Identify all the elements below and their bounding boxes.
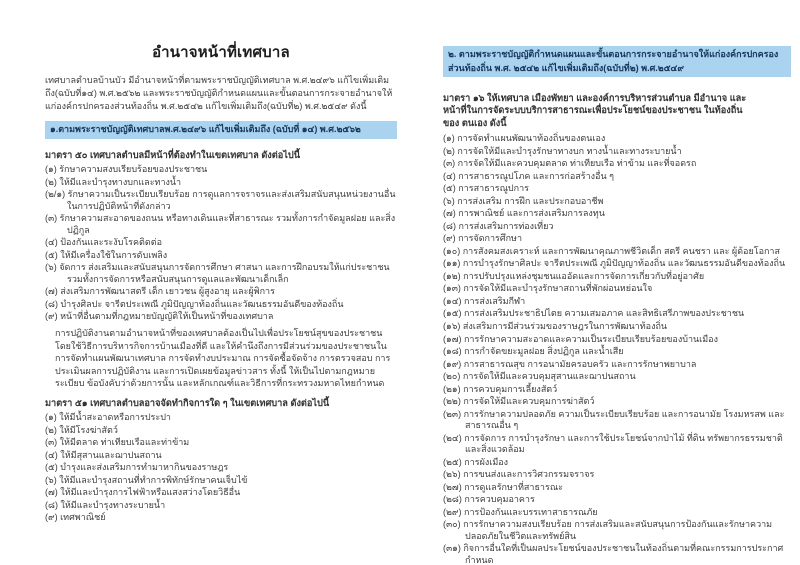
list-item: (๒๘) การควบคุมอาคาร: [443, 494, 535, 505]
list-item: (๑๗) การรักษาความสะอาดและความเป็นระเบียบเรียบร้อยของบ้านเมือง: [443, 333, 718, 344]
list-item: (๗) ส่งเสริมการพัฒนาสตรี เด็ก เยาวชน ผู้สูงอายุ และผู้พิการ: [45, 286, 275, 297]
list-item: (๑๖) ส่งเสริมการมีส่วนร่วมของราษฎรในการพัฒนาท้องถิ่น: [443, 321, 668, 331]
section-16-heading: มาตรา ๑๖ ให้เทศบาล เมืองพัทยา และองค์การบริหารส่วนตำบล มีอำนาจ และหน้าที่ในการจัดระบบบริการสาธารณะเพื่อประโยชน์ของประชาชน ในท้องถิ่นของ ตนเอง ดังนี้: [443, 93, 747, 128]
list-item: (๕) ให้มีเครื่องใช้ในการดับเพลิง: [45, 249, 168, 260]
section-16-item-list: [443, 133, 791, 565]
list-item: (๔) ให้มีสุสานและฌาปนสถาน: [45, 449, 162, 460]
list-item: (๕) การสาธารณูปการ: [443, 183, 529, 194]
list-item: (๒) ให้มีโรงฆ่าสัตว์: [45, 424, 118, 435]
list-item: (๙) เทศพาณิชย์: [45, 512, 106, 523]
list-item: (๗) การพาณิชย์ และการส่งเสริมการลงทุน: [443, 208, 605, 219]
list-item: (๓๐) การรักษาความสงบเรียบร้อย การส่งเสริมและสนับสนุนการป้องกันและรักษาความ ปลอดภัยในชีวิตและทรัพย์สิน: [443, 519, 773, 541]
list-item: (๒๙) การป้องกันและบรรเทาสาธารณภัย: [443, 506, 598, 517]
list-item: (๕) บำรุงและส่งเสริมการทำมาหากินของราษฎร: [45, 462, 229, 473]
section-51-heading: มาตรา ๕๑ เทศบาลตำบลอาจจัดทำกิจการใด ๆ ในเขตเทศบาล ดังต่อไปนี้: [45, 397, 330, 408]
list-item: (๑๔) การส่งเสริมกีฬา: [443, 295, 526, 306]
list-item: (๒) ให้มีและบำรุงทางบกและทางน้ำ: [45, 176, 182, 187]
list-item: (๑๕) การส่งเสริมประชาธิปไตย ความเสมอภาค และสิทธิเสรีภาพของประชาชน: [443, 308, 745, 319]
list-item: (๓) รักษาความสะอาดของถนน หรือทางเดินและที่สาธารณะ รวมทั้งการกำจัดมูลฝอย และสิ่งปฏิกูล: [45, 213, 396, 235]
list-item: (๘) การส่งเสริมการท่องเที่ยว: [443, 220, 554, 231]
list-item: (๗) ให้มีและบำรุงการไฟฟ้าหรือแสงสว่างโดยวิธีอื่น: [45, 487, 241, 498]
act-1-highlight-heading: ๑.ตามพระราชบัญญัติเทศบาลพ.ศ.๒๔๙๖ แก้ไขเพิ่มเติมถึง (ฉบับที่ ๑๔) พ.ศ.๒๕๖๒: [45, 121, 397, 139]
section-51-item-list: [45, 412, 397, 524]
list-item: (๘) ให้มีและบำรุงทางระบายน้ำ: [45, 499, 166, 510]
list-item: (๒) การจัดให้มีและบำรุงรักษาทางบก ทางน้ำและทางระบายน้ำ: [443, 145, 682, 156]
list-item: (๔) ป้องกันและระงับโรคติดต่อ: [45, 237, 162, 248]
list-item: (๑๙) การสาธารณสุข การอนามัยครอบครัว และการรักษาพยาบาล: [443, 358, 697, 369]
list-item: (๒๑) การควบคุมการเลี้ยงสัตว์: [443, 383, 558, 394]
left-column: [45, 40, 397, 528]
list-item: (๙) การจัดการศึกษา: [443, 233, 523, 244]
list-item: (๒/๑) รักษาความเป็นระเบียบเรียบร้อย การดูแลการจราจรและส่งเสริมสนับสนุนหน่วยงานอื่นในการปฏิบัติหน้าที่ดังกล่าว: [45, 189, 396, 211]
list-item: (๓) การจัดให้มีและควบคุมตลาด ท่าเทียบเรือ ท่าข้าม และที่จอดรถ: [443, 158, 697, 169]
list-item: (๔) การสาธารณูปโภค และการก่อสร้างอื่น ๆ: [443, 170, 614, 181]
intro-paragraph: เทศบาลตำบลบ้านบัว มีอำนาจหน้าที่ตามพระราชบัญญัติเทศบาล พ.ศ.๒๔๙๖ แก้ไขเพิ่มเติมถึง(ฉบับที่๑๔) พ.ศ.๒๕๖๒ และพระราชบัญญัติกำหนดแผนและขั้นตอนการกระจายอำนาจให้แก่องค์กรปกครองส่วนท้องถิ่น พ.ศ.๒๕๔๒ แก้ไขเพิ่มเติมถึง(ฉบับที่๒) พ.ศ.๒๕๔๙ ดังนี้: [45, 75, 393, 111]
list-item: (๒๔) การจัดการ การบำรุงรักษา และการใช้ประโยชน์จากป่าไม้ ที่ดิน ทรัพยากรธรรมชาติ และสิ่งแวดล้อม: [443, 432, 783, 455]
list-item: (๒๕) การผังเมือง: [443, 456, 509, 467]
list-item: (๒๗) การดูแลรักษาที่สาธารณะ: [443, 481, 564, 492]
list-item: (๖) การส่งเสริม การฝึก และประกอบอาชีพ: [443, 195, 604, 206]
list-item: (๒๖) การขนส่งและการวิศวกรรมจราจร: [443, 469, 595, 480]
list-item: (๘) บำรุงศิลปะ จารีตประเพณี ภูมิปัญญาท้องถิ่นและวัฒนธรรมอันดีของท้องถิ่น: [45, 298, 344, 309]
list-item: (๒๐) การจัดให้มีและควบคุมสุสานและฌาปนสถาน: [443, 371, 636, 382]
list-item: (๑) รักษาความสงบเรียบร้อยของประชาชน: [45, 164, 208, 175]
list-item: (๒๓) การรักษาความปลอดภัย ความเป็นระเบียบเรียบร้อย และการอนามัย โรงมหรสพ และสาธารณอื่น ๆ: [443, 408, 785, 431]
list-item: (๑๑) การบำรุงรักษาศิลปะ จารีตประเพณี ภูมิปัญญาท้องถิ่น และวัฒนธรรมอันดีของท้องถิ่น: [443, 258, 786, 269]
list-item: (๖) ให้มีและบำรุงสถานที่ทำการพิทักษ์รักษาคนเจ็บไข้: [45, 474, 248, 485]
list-item: (๖) จัดการ ส่งเสริมและสนับสนุนการจัดการศึกษา ศาสนา และการฝึกอบรมให้แก่ประชาชนรวมทั้งการจัดการหรือสนับสนุนการดูแลและพัฒนาเด็กเล็ก: [45, 262, 390, 284]
list-item: (๑๐) การสังคมสงเคราะห์ และการพัฒนาคุณภาพชีวิตเด็ก สตรี คนชรา และ ผู้ด้อยโอกาส: [443, 245, 780, 256]
section-50-item-list: [45, 164, 397, 323]
list-item: (๑๘) การกำจัดขยะมูลฝอย สิ่งปฏิกูล และน้ำเสีย: [443, 346, 624, 357]
section-50-closing-paragraph: การปฏิบัติงานตามอำนาจหน้าที่ของเทศบาลต้องเป็นไปเพื่อประโยชน์สุขของประชาชนโดยใช้วิธีการบริหารกิจการบ้านเมืองที่ดี และให้คำนึงถึงการมีส่วนร่วมของประชาชนในการจัดทำแผนพัฒนาเทศบาล การจัดทำงบประมาณ การจัดซื้อจัดจ้าง การตรวจสอบ การประเมินผลการปฏิบัติงาน และการเปิดเผยข้อมูลข่าวสาร ทั้งนี้ ให้เป็นไปตามกฎหมาย ระเบียบ ข้อบังคับว่าด้วยการนั้น และหลักเกณฑ์และวิธีการที่กระทรวงมหาดไทยกำหนด: [55, 327, 391, 389]
page-title: อำนาจหน้าที่เทศบาล: [152, 44, 290, 61]
list-item: (๒๒) การจัดให้มีและควบคุมการฆ่าสัตว์: [443, 396, 595, 407]
list-item: (๑) การจัดทำแผนพัฒนาท้องถิ่นของตนเอง: [443, 133, 606, 144]
list-item: (๑) ให้มีน้ำสะอาดหรือการประปา: [45, 412, 171, 423]
list-item: (๙) หน้าที่อื่นตามที่กฎหมายบัญญัติให้เป็นหน้าที่ของเทศบาล: [45, 311, 274, 322]
list-item: (๑๓) การจัดให้มีและบำรุงรักษาสถานที่พักผ่อนหย่อนใจ: [443, 283, 653, 294]
list-item: (๑๒) การปรับปรุงแหล่งชุมชนแออัดและการจัดการเกี่ยวกับที่อยู่อาศัย: [443, 270, 705, 281]
act-2-highlight-heading: ๒. ตามพระราชบัญญัติกำหนดแผนและขั้นตอนการกระจายอำนาจให้แก่องค์กรปกครองส่วนท้องถิ่น พ.ศ. ๒๕๔๒ แก้ไขเพิ่มเติมถึง(ฉบับที่๒) พ.ศ.๒๕๔๙: [443, 46, 791, 77]
list-item: (๓๑) กิจการอื่นใดที่เป็นผลประโยชน์ของประชาชนในท้องถิ่นตามที่คณะกรรมการประกาศกำหนด: [443, 543, 784, 565]
right-column: [443, 46, 791, 565]
list-item: (๓) ให้มีตลาด ท่าเทียบเรือและท่าข้าม: [45, 437, 190, 448]
section-50-heading: มาตรา ๕๐ เทศบาลตำบลมีหน้าที่ต้องทำในเขตเทศบาล ดังต่อไปนี้: [45, 149, 300, 160]
